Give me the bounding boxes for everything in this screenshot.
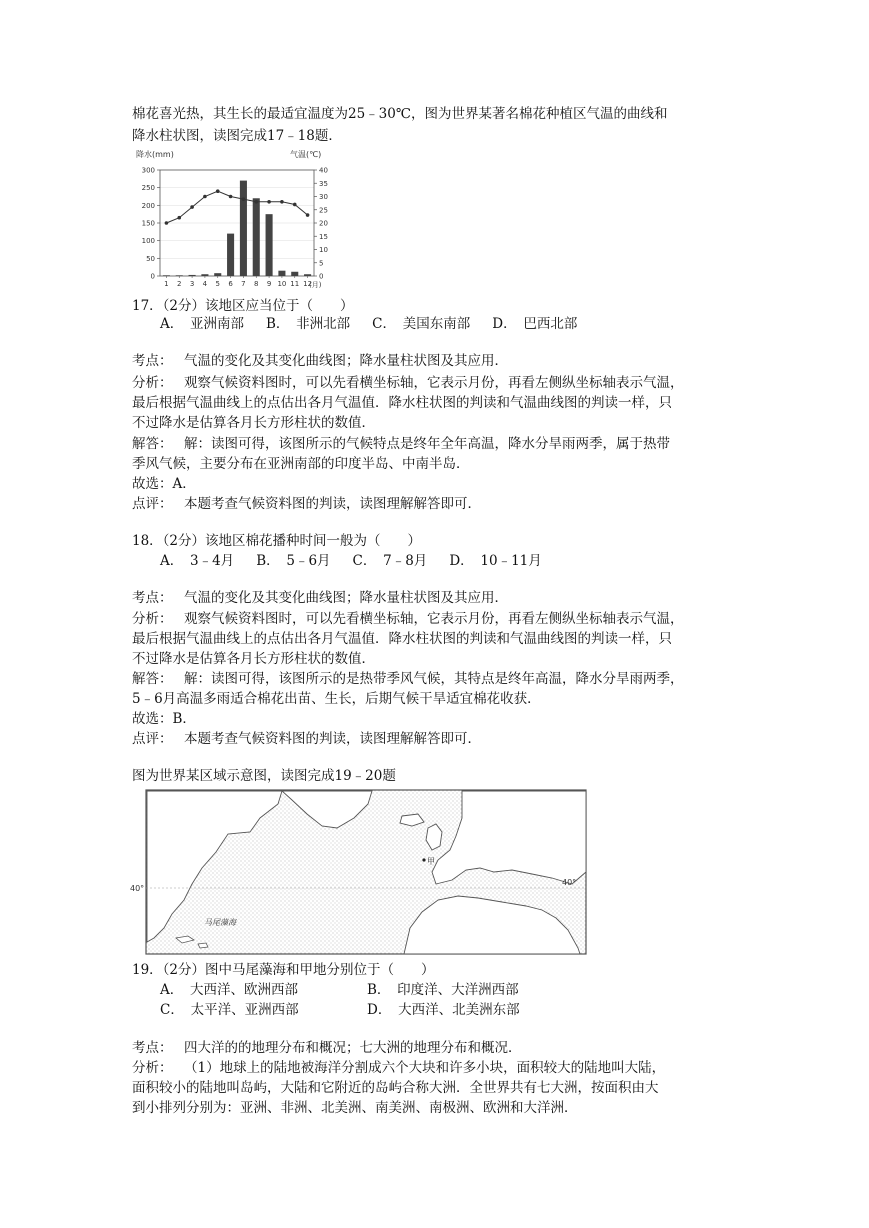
temp-point [165,221,169,225]
q19-option-c[interactable]: C． 太平洋、亚洲西部 [160,1002,299,1018]
climate-chart [132,146,332,296]
temp-point [229,195,233,199]
q18-fenxi-3: 不过降水是估算各月长方形柱状的数值． [132,651,375,667]
q17-stem: 17．（2分）该地区应当位于（ ） [132,298,354,314]
temp-axis-title: 气温(℃) [290,150,322,159]
label-fenxi: 分析： [132,1060,173,1076]
q17-fenxi-1 [132,373,684,393]
temp-point [306,213,310,217]
q17-option-c[interactable]: C． 美国东南部 [372,316,471,332]
temp-tick-label: 40 [319,166,328,175]
temp-point [267,200,271,204]
precip-tick-label: 50 [146,254,155,263]
temp-point [190,205,194,209]
q19-option-d[interactable]: D． 大西洋、北美洲东部 [367,1002,520,1018]
q18-options [160,551,564,571]
temp-tick-labels [314,167,328,281]
q17-fenxi-text-1: 观察气候资料图时，可以先看横坐标轴，它表示月份，再看左侧纵坐标轴表示气温， [184,375,684,391]
q17-jieda-text-1: 解：读图可得，该图所示的气候特点是终年全年高温，降水分旱雨两季，属于热带 [184,436,670,452]
q18-jieda-text-1: 解：读图可得，该图所示的是热带季风气候，其特点是终年高温，降水分旱雨两季， [184,671,684,687]
point-jia-label: 甲 [427,857,435,866]
sargasso-sea-label: 马尾藻海 [204,918,236,927]
month-tick-label: 6 [228,280,233,288]
q18-option-d[interactable]: D． 10﹣11月 [449,553,542,569]
label-fenxi: 分析： [132,375,173,391]
q17-kaodian-text: 气温的变化及其变化曲线图；降水量柱状图及其应用． [184,353,508,369]
q19-options-row-2 [160,1000,542,1020]
q17-fenxi-2: 最后根据气温曲线上的点估出各月气温值．降水柱状图的判读和气温曲线图的判读一样，只 [132,395,672,411]
q18-jieda-2: 5﹣6月高温多雨适合棉花出苗、生长，后期气候干旱适宜棉花收获． [132,691,541,707]
precip-bar [240,181,247,276]
temp-point [280,200,284,204]
label-fenxi: 分析： [132,611,173,627]
precip-bars [163,181,311,276]
point-jia-marker [422,858,425,861]
label-dianping: 点评： [132,496,173,512]
q18-dianping [132,729,481,749]
q17-answer: 故选：A． [132,476,196,492]
label-kaodian: 考点： [132,590,173,606]
month-tick-label: 11 [290,280,300,288]
q17-option-b[interactable]: B． 非洲北部 [266,316,351,332]
q17-option-a[interactable]: A． 亚洲南部 [160,316,244,332]
temp-point [254,200,258,204]
region-map-svg [132,788,590,958]
q17-jieda-1 [132,434,670,454]
q19-stem: 19．（2分）图中马尾藻海和甲地分别位于（ ） [132,962,435,978]
precip-bar [227,234,234,276]
temp-curve [166,191,307,223]
q18-jieda-1 [132,669,684,689]
temp-tick-label: 0 [319,272,324,281]
q19-option-b[interactable]: B． 印度洋、大洋洲西部 [367,982,519,998]
q19-options-row-1 [160,980,541,1000]
month-tick-label: 3 [189,280,195,288]
temp-point [203,195,207,199]
precip-bar [201,274,208,276]
label-kaodian: 考点： [132,353,173,369]
q18-option-b[interactable]: B． 5﹣6月 [256,553,331,569]
precip-bar [253,198,260,276]
q17-jieda-2: 季风气候，主要分布在亚洲南部的印度半岛、中南半岛． [132,456,470,472]
q19-kaodian [132,1038,522,1058]
q18-kaodian [132,588,508,608]
temp-tick-label: 25 [319,206,328,215]
month-tick-labels [164,276,312,288]
month-unit-label: (月) [309,281,322,289]
precip-bar [214,273,221,276]
month-tick-label: 9 [266,280,272,288]
precip-tick-label: 150 [141,219,155,228]
q19-fenxi-2: 面积较小的陆地叫岛屿，大陆和它附近的岛屿合称大洲．全世界共有七大洲，按面积由大 [132,1080,659,1096]
precip-tick-label: 200 [141,201,155,210]
temp-point [177,216,181,220]
lat-left-label: 40° [130,884,145,893]
q17-kaodian [132,351,508,371]
lat-right-label: 40° [562,878,577,887]
region-map [132,788,590,962]
precip-tick-labels [142,167,160,281]
temp-tick-label: 10 [319,246,328,254]
intro-line-1: 棉花喜光热，其生长的最适宜温度为25﹣30℃，图为世界某著名棉花种植区气温的曲线和 [132,106,668,122]
q19-option-a[interactable]: A． 大西洋、欧洲西部 [160,982,298,998]
temp-tick-label: 30 [319,193,328,201]
q18-option-a[interactable]: A． 3﹣4月 [160,553,235,569]
month-tick-label: 12 [303,280,313,288]
temp-tick-label: 35 [319,179,328,188]
label-dianping: 点评： [132,731,173,747]
month-tick-label: 8 [254,280,259,288]
precip-tick-label: 300 [141,166,155,175]
temp-tick-label: 15 [319,232,328,241]
q17-options [160,314,599,334]
q19-fenxi-3: 到小排列分别为：亚洲、非洲、北美洲、南美洲、南极洲、欧洲和大洋洲． [132,1100,578,1116]
temp-point [293,203,297,207]
temp-point [242,197,246,201]
q18-kaodian-text: 气温的变化及其变化曲线图；降水量柱状图及其应用． [184,590,508,606]
q18-dianping-text: 本题考查气候资料图的判读，读图理解解答即可． [184,731,481,747]
label-jieda: 解答： [132,671,173,687]
q19-fenxi-1 [132,1058,665,1078]
intro-line-2: 降水柱状图，读图完成17﹣18题． [132,128,342,144]
chart-gridlines [160,170,314,276]
precip-tick-label: 250 [141,184,155,193]
label-jieda: 解答： [132,436,173,452]
temp-line [165,189,310,224]
q18-option-c[interactable]: C． 7﹣8月 [352,553,428,569]
month-tick-label: 7 [241,280,246,288]
precip-bar [163,275,170,276]
q18-answer: 故选：B． [132,711,196,727]
q18-stem: 18．（2分）该地区棉花播种时间一般为（ ） [132,533,422,549]
q18-fenxi-text-1: 观察气候资料图时，可以先看横坐标轴，它表示月份，再看左侧纵坐标轴表示气温， [184,611,684,627]
q17-option-d[interactable]: D． 巴西北部 [492,316,578,332]
q17-dianping-text: 本题考查气候资料图的判读，读图理解解答即可． [184,496,481,512]
temp-tick-label: 20 [319,219,328,228]
month-tick-label: 2 [177,280,182,288]
temp-point [216,189,220,193]
map-intro: 图为世界某区域示意图，读图完成19﹣20题 [132,768,396,784]
precip-bar [304,274,311,276]
precip-tick-label: 0 [150,272,155,281]
month-tick-label: 4 [202,280,208,288]
precip-bar [266,214,273,276]
precip-bar [189,275,196,276]
label-kaodian: 考点： [132,1040,173,1056]
hispaniola-island [198,943,208,948]
q17-fenxi-3: 不过降水是估算各月长方形柱状的数值． [132,415,375,431]
q18-fenxi-1 [132,609,684,629]
month-tick-label: 1 [164,280,169,288]
precip-bar [278,271,285,276]
month-tick-label: 10 [277,280,287,288]
precip-tick-label: 100 [141,237,155,246]
q17-dianping [132,494,481,514]
q19-fenxi-text-1: （1）地球上的陆地被海洋分割成六个大块和许多小块，面积较大的陆地叫大陆， [184,1060,666,1076]
precip-bar [176,275,183,276]
climate-chart-svg [132,146,332,292]
precip-axis-title: 降水(mm) [136,150,174,159]
q19-kaodian-text: 四大洋的的地理分布和概况；七大洲的地理分布和概况． [184,1040,522,1056]
temp-tick-label: 5 [319,259,324,268]
month-tick-label: 5 [215,280,220,288]
q18-fenxi-2: 最后根据气温曲线上的点估出各月气温值．降水柱状图的判读和气温曲线图的判读一样，只 [132,631,672,647]
precip-bar [291,272,298,276]
